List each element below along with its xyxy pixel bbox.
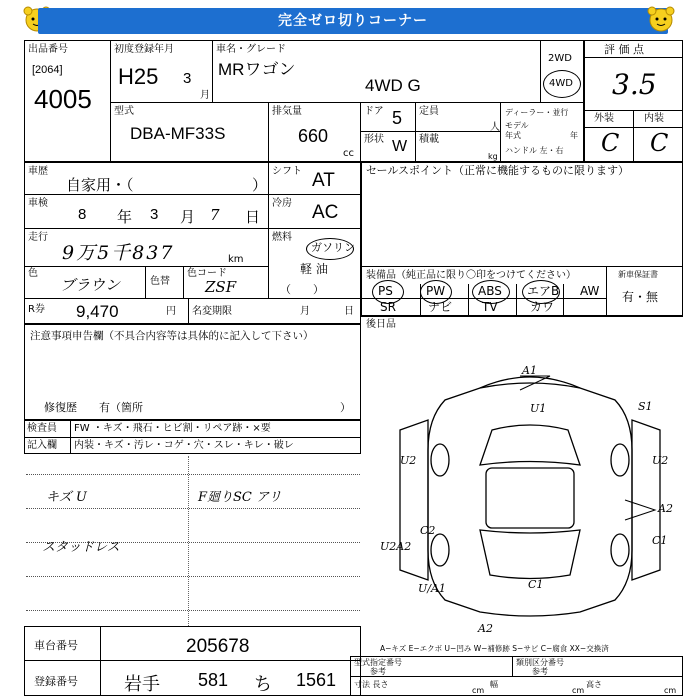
load-label: 積載: [419, 134, 439, 145]
inspector-row1: FW ・キズ・飛石・ヒビ割・リペア跡・×要: [74, 423, 271, 434]
doors-value: 5: [392, 108, 403, 128]
equip-aw: AW: [580, 284, 600, 298]
interior-grade: C: [650, 129, 669, 157]
remark-left2: スタッドレス: [42, 540, 120, 555]
color-label: 色: [28, 268, 38, 279]
inspection-day-unit: 日: [245, 209, 261, 226]
equip-tv: TV: [482, 300, 498, 314]
registration-class: 581: [198, 670, 229, 690]
type-number-ref: 参考: [370, 667, 386, 676]
equip-abs: ABS: [478, 284, 502, 298]
chassis-label: 車台番号: [34, 639, 78, 652]
displacement-unit: cc: [343, 148, 354, 159]
interior-label: 内装: [644, 113, 664, 124]
dim-unit2: cm: [572, 686, 585, 695]
mark-s1: S1: [638, 400, 653, 413]
model-value: DBA-MF33S: [130, 124, 226, 143]
registration-region: 岩手: [124, 674, 160, 694]
mileage-value: 9万5千837: [62, 242, 175, 264]
equip-airbag: エアB: [527, 284, 560, 298]
mark-u1-top: U1: [530, 402, 547, 415]
shape-value: W: [392, 138, 408, 155]
registration-number: 1561: [296, 670, 337, 690]
dealer-line2: モデル: [505, 121, 529, 130]
color-change-label: 色替: [150, 276, 170, 287]
header-bar: [38, 8, 668, 34]
shape-label: 形状: [364, 134, 384, 145]
registration-label: 登録番号: [34, 675, 78, 688]
capacity-unit: 人: [490, 122, 500, 133]
recycle-label: R券: [28, 304, 45, 315]
exterior-grade: C: [601, 129, 620, 157]
first-reg-month-unit: 月: [200, 90, 210, 101]
car-name: MRワゴン: [218, 60, 296, 79]
recycle-unit: 円: [166, 306, 176, 317]
warranty-label: 新車保証書: [618, 270, 658, 279]
damage-legend: A−キズ E−エクボ U−凹み W−補修跡 S−サビ C−腐食 XX−交換済: [380, 644, 609, 653]
repair-history: 修復歴 有（箇所: [44, 401, 143, 414]
car-name-label: 車名・グレード: [216, 44, 286, 55]
inspection-year: 8: [78, 206, 87, 223]
inspection-month: 3: [150, 206, 159, 223]
mark-c1-bottom: C1: [528, 578, 544, 591]
tax-day: 日: [344, 306, 354, 317]
mascot-right-icon: [646, 4, 674, 32]
lot-number: 4005: [34, 84, 92, 114]
first-reg-month: 3: [183, 70, 192, 87]
equipment-label: 装備品（純正品に限り〇印をつけてください）: [366, 270, 576, 281]
score-label: 評 価 点: [604, 43, 644, 56]
car-diagram: [370, 360, 680, 635]
fuel-label: 燃料: [272, 232, 292, 243]
drive-4wd: 4WD: [549, 78, 573, 89]
color-value: ブラウン: [60, 276, 121, 294]
load-unit: kg: [488, 152, 498, 161]
remark-right1: F廻りSC アリ: [198, 490, 282, 505]
shift-label: シフト: [272, 166, 302, 177]
mark-a1: A1: [522, 364, 537, 377]
header-title: 完全ゼロ切りコーナー: [278, 13, 428, 29]
equip-ps: PS: [378, 284, 393, 298]
fuel-circled: ガソリン: [311, 241, 355, 254]
history-value: 自家用・（: [66, 177, 134, 194]
sales-point-label: セールスポイント（正常に機能するものに限ります）: [366, 164, 630, 177]
type-number-label: 型式指定番号: [354, 658, 402, 667]
fuel-option: 軽 油: [300, 262, 328, 276]
dealer-line4: ハンドル 左・右: [505, 146, 564, 155]
history-label: 車歴: [28, 166, 48, 177]
repair-close: ）: [340, 401, 351, 414]
doors-label: ドア: [364, 106, 384, 117]
inspector-label2: 記入欄: [27, 440, 57, 451]
displacement-label: 排気量: [272, 106, 302, 117]
tax-label: 名変期限: [192, 306, 232, 317]
equip-sr: SR: [380, 300, 396, 314]
lot-bracket: [2064]: [32, 64, 63, 76]
color-code-label: 色コード: [187, 268, 227, 279]
dealer-line3: 年式: [505, 131, 521, 140]
after-date-label: 後日品: [366, 319, 396, 330]
mark-c1-right: C1: [652, 534, 668, 547]
chassis-value: 205678: [186, 636, 250, 657]
dim-length: 寸法 長さ: [354, 680, 389, 689]
equip-navi: ナビ: [428, 300, 453, 314]
mark-u2-right: U2: [652, 454, 669, 467]
dealer-line1: ディーラー・並行: [505, 108, 569, 117]
inspection-month-unit: 月: [180, 209, 196, 226]
tax-month: 月: [300, 306, 310, 317]
mark-a2-bottom: A2: [478, 622, 493, 635]
dim-unit3: cm: [664, 686, 677, 695]
mark-a2-right: A2: [658, 502, 673, 515]
history-close: ）: [252, 177, 268, 194]
recycle-value: 9,470: [76, 302, 119, 321]
equip-pw: PW: [426, 284, 446, 298]
score-value: 3.5: [612, 68, 657, 101]
first-reg-label: 初度登録年月: [114, 44, 174, 55]
mileage-unit: km: [228, 254, 244, 265]
displacement-value: 660: [298, 126, 329, 146]
class-number-ref: 参考: [532, 667, 548, 676]
dim-width: 幅: [490, 680, 498, 689]
shift-value: AT: [312, 170, 335, 191]
color-code: ZSF: [205, 278, 237, 296]
dim-height: 高さ: [586, 680, 602, 689]
mark-u2a2: U2A2: [380, 540, 412, 553]
class-number-label: 類別区分番号: [516, 658, 564, 667]
mark-ua1: U/A1: [418, 582, 446, 595]
inspector-row2: 内装・キズ・汚レ・コゲ・穴・スレ・キレ・破レ: [74, 440, 294, 451]
ac-value: AC: [312, 202, 339, 223]
ac-label: 冷房: [272, 198, 292, 209]
inspection-year-unit: 年: [117, 209, 133, 226]
car-grade: 4WD G: [365, 76, 421, 95]
mark-c2: C2: [420, 524, 436, 537]
drive-2wd: 2WD: [548, 53, 572, 64]
inspection-label: 車検: [28, 198, 48, 209]
inspector-label1: 検査員: [27, 423, 57, 434]
warranty-options: 有・無: [622, 290, 659, 304]
model-label: 型式: [114, 106, 134, 117]
mark-u2-left: U2: [400, 454, 417, 467]
capacity-label: 定員: [419, 106, 439, 117]
first-reg-year: H25: [118, 64, 159, 89]
registration-kana: ち: [254, 674, 272, 694]
equip-leather: カワ: [530, 300, 555, 314]
lot-label: 出品番号: [28, 44, 68, 55]
mileage-label: 走行: [28, 232, 48, 243]
remark-left1: キズ U: [46, 490, 87, 505]
fuel-paren: （ ）: [280, 283, 324, 296]
inspection-day: 7: [210, 206, 220, 224]
dealer-year-unit: 年: [570, 131, 578, 140]
notes-label: 注意事項申告欄（不具合内容等は具体的に記入して下さい）: [30, 330, 314, 342]
dim-unit1: cm: [472, 686, 485, 695]
exterior-label: 外装: [594, 113, 614, 124]
